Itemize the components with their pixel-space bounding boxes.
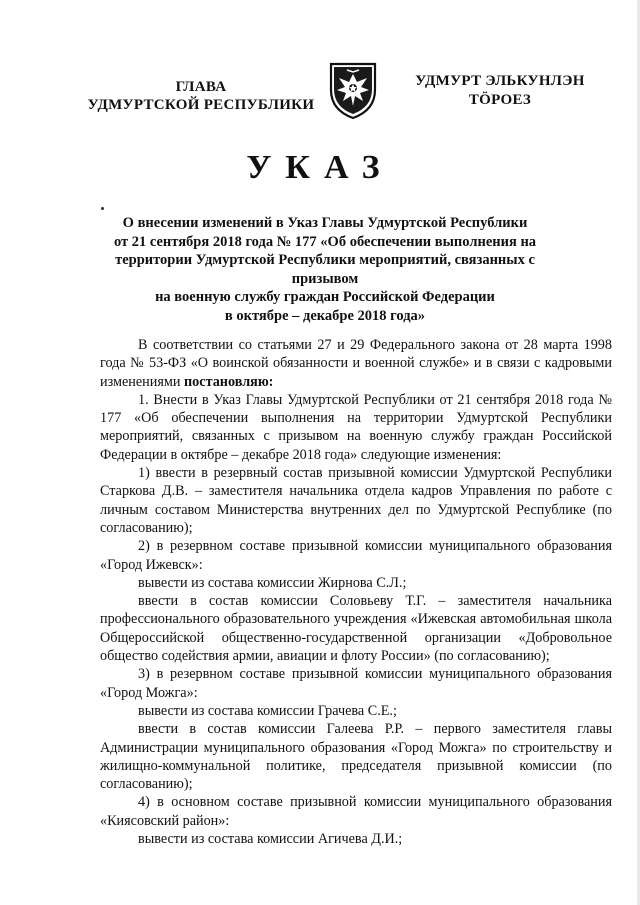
subject-line: О внесении изменений в Указ Главы Удмуртской Республики [122, 215, 528, 231]
subject-line: от 21 сентября 2018 года № 177 «Об обеспечении выполнения на [113, 233, 537, 250]
item-4-remove: вывести из состава комиссии Агичева Д.И.; [138, 831, 403, 848]
scan-speck [101, 207, 104, 210]
subject-line: на военную службу граждан Российской Федерации [155, 289, 495, 305]
preamble-resolve: постановляю: [184, 373, 274, 390]
item-2-remove: вывести из состава комиссии Жирнова С.Л.; [138, 574, 407, 591]
header-left-line1: ГЛАВА [175, 79, 227, 95]
header-left-line2: УДМУРТСКОЙ РЕСПУБЛИКИ [87, 97, 315, 113]
item-1-paragraph: 1) ввести в резервный состав призывной комиссии Удмуртской Республики Старкова Д.В. – заместителя начальника отдела кадров Управления по работе с личным составом Министерства внутренних дел по Удмуртской Республике (по согласованию); [100, 465, 612, 536]
subject-line: территории Удмуртской Республики мероприятий, связанных с призывом [115, 252, 535, 287]
header-right-authority [400, 72, 600, 110]
item-4-paragraph: 4) в основном составе призывной комиссии муниципального образования «Киясовский район»: [100, 794, 612, 829]
decree-body [100, 336, 612, 848]
item-3-paragraph: 3) в резервном составе призывной комиссии муниципального образования «Город Можга»: [100, 666, 612, 701]
item-2-add: ввести в состав комиссии Соловьеву Т.Г. – заместителя начальника профессионального образовательного учреждения «Ижевская автомобильная школа Общероссийской общественно-государственной организации «Добровольное общество содействия армии, авиации и флоту России» (по согласованию); [100, 593, 612, 665]
header-right-line1: УДМУРТ ЭЛЬКУНЛЭН [415, 73, 585, 89]
item-3-remove: вывести из состава комиссии Грачева С.Е.; [138, 702, 397, 719]
udmurt-coat-of-arms-icon [327, 60, 379, 120]
clause-1-paragraph: 1. Внести в Указ Главы Удмуртской Республики от 21 сентября 2018 года № 177 «Об обеспечении выполнения на территории Удмуртской Республики мероприятий, связанных с призывом на военную службу граждан Российской Федерации в октябре – декабре 2018 года» следующие изменения: [100, 391, 612, 463]
header-left-authority [86, 78, 316, 114]
preamble-paragraph [100, 336, 612, 391]
subject-line: в октябре – декабре 2018 года» [224, 307, 426, 324]
header-right-line2: ТӦРОЕЗ [468, 92, 532, 108]
document-title: УКАЗ [246, 149, 394, 186]
decree-subject [110, 214, 540, 325]
item-2-paragraph: 2) в резервном составе призывной комиссии муниципального образования «Город Ижевск»: [100, 538, 612, 573]
preamble-text: В соответствии со статьями 27 и 29 Федерального закона от 28 марта 1998 года № 53-ФЗ «О воинской обязанности и военной службе» и в связи с кадровыми изменениями [100, 337, 612, 390]
item-3-add: ввести в состав комиссии Галеева Р.Р. – первого заместителя главы Администрации муниципального образования «Город Можга» по строительству и жилищно-коммунальной политике, председателя призывной комиссии (по согласованию); [100, 721, 612, 793]
